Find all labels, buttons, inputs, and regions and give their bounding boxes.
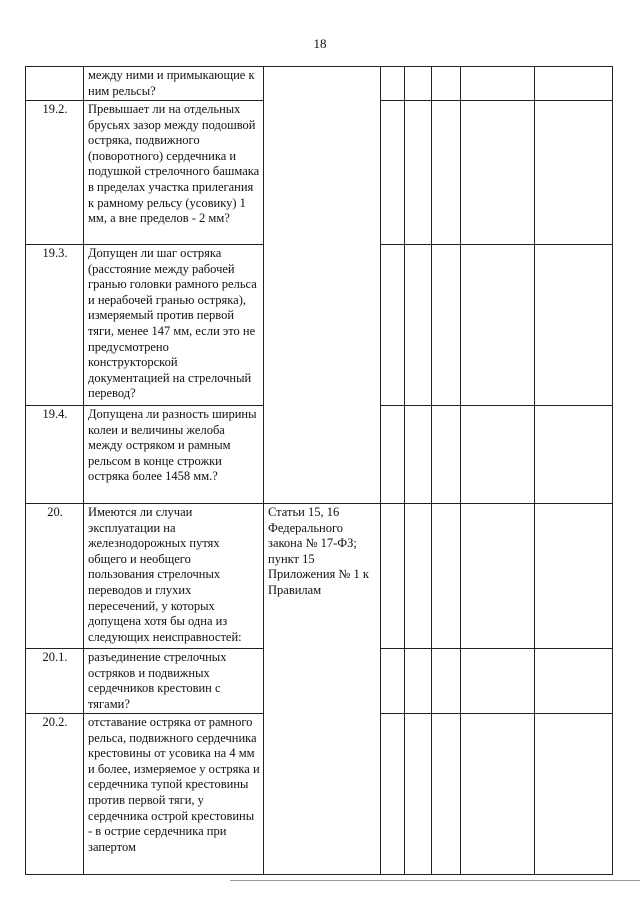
comment-cell[interactable]	[535, 714, 613, 875]
item-question: Имеются ли случаи эксплуатации на железнодорожных путях общего и необщего пользования стрелочных переводов и глухих пересечений, у которых допущена хотя бы одна из следующих неисправностей:	[84, 504, 264, 649]
item-number: 19.3.	[26, 245, 84, 406]
comment-cell[interactable]	[535, 101, 613, 245]
legal-reference: Статьи 15, 16 Федерального закона № 17-ФЗ; пункт 15 Приложения № 1 к Правилам	[264, 504, 381, 875]
item-number: 19.2.	[26, 101, 84, 245]
answer-no-cell[interactable]	[405, 67, 432, 101]
answer-no-cell[interactable]	[405, 406, 432, 504]
answer-no-cell[interactable]	[405, 504, 432, 649]
answer-na-cell[interactable]	[432, 101, 461, 245]
answer-na-cell[interactable]	[432, 649, 461, 714]
comment-cell[interactable]	[535, 649, 613, 714]
answer-no-cell[interactable]	[405, 714, 432, 875]
comment-cell[interactable]	[535, 67, 613, 101]
table-row	[26, 504, 613, 649]
answer-na-cell[interactable]	[432, 245, 461, 406]
answer-na-cell[interactable]	[432, 67, 461, 101]
item-number	[26, 67, 84, 101]
answer-yes-cell[interactable]	[381, 649, 405, 714]
answer-yes-cell[interactable]	[381, 714, 405, 875]
note-cell[interactable]	[461, 504, 535, 649]
answer-yes-cell[interactable]	[381, 504, 405, 649]
item-question: Превышает ли на отдельных брусьях зазор между подошвой остряка, подвижного (поворотного) сердечника и подушкой стрелочного башмака в пределах участка прилегания к рамному рельсу (усовику) 1 мм, а вне пределов - 2 мм?	[84, 101, 264, 245]
answer-no-cell[interactable]	[405, 245, 432, 406]
answer-no-cell[interactable]	[405, 649, 432, 714]
note-cell[interactable]	[461, 245, 535, 406]
checklist-table	[25, 66, 613, 875]
item-number: 20.	[26, 504, 84, 649]
note-cell[interactable]	[461, 67, 535, 101]
item-question: Допущена ли разность ширины колеи и величины желоба между остряком и рамным рельсом в конце строжки остряка более 1458 мм.?	[84, 406, 264, 504]
page-number: 18	[313, 36, 327, 51]
answer-na-cell[interactable]	[432, 406, 461, 504]
item-question: отставание остряка от рамного рельса, подвижного сердечника крестовины от усовика на 4 мм и более, измеряемое у остряка и сердечника тупой крестовины против первой тяги, у сердечника острой крестовины - в острие сердечника при запертом	[84, 714, 264, 875]
note-cell[interactable]	[461, 406, 535, 504]
answer-yes-cell[interactable]	[381, 101, 405, 245]
page-edge-line	[230, 880, 640, 881]
table-row	[26, 67, 613, 101]
answer-na-cell[interactable]	[432, 714, 461, 875]
comment-cell[interactable]	[535, 245, 613, 406]
item-question: разъединение стрелочных остряков и подвижных сердечников крестовин с тягами?	[84, 649, 264, 714]
answer-yes-cell[interactable]	[381, 67, 405, 101]
note-cell[interactable]	[461, 649, 535, 714]
item-number: 20.2.	[26, 714, 84, 875]
comment-cell[interactable]	[535, 504, 613, 649]
item-number: 19.4.	[26, 406, 84, 504]
comment-cell[interactable]	[535, 406, 613, 504]
note-cell[interactable]	[461, 714, 535, 875]
answer-yes-cell[interactable]	[381, 406, 405, 504]
item-question: Допущен ли шаг остряка (расстояние между рабочей гранью головки рамного рельса и нерабочей гранью остряка), измеряемый против первой тяги, менее 147 мм, если это не предусмотрено конструкторской документацией на стрелочный перевод?	[84, 245, 264, 406]
item-number: 20.1.	[26, 649, 84, 714]
answer-na-cell[interactable]	[432, 504, 461, 649]
answer-yes-cell[interactable]	[381, 245, 405, 406]
reference-cell	[264, 67, 381, 504]
item-question: между ними и примыкающие к ним рельсы?	[84, 67, 264, 101]
note-cell[interactable]	[461, 101, 535, 245]
answer-no-cell[interactable]	[405, 101, 432, 245]
